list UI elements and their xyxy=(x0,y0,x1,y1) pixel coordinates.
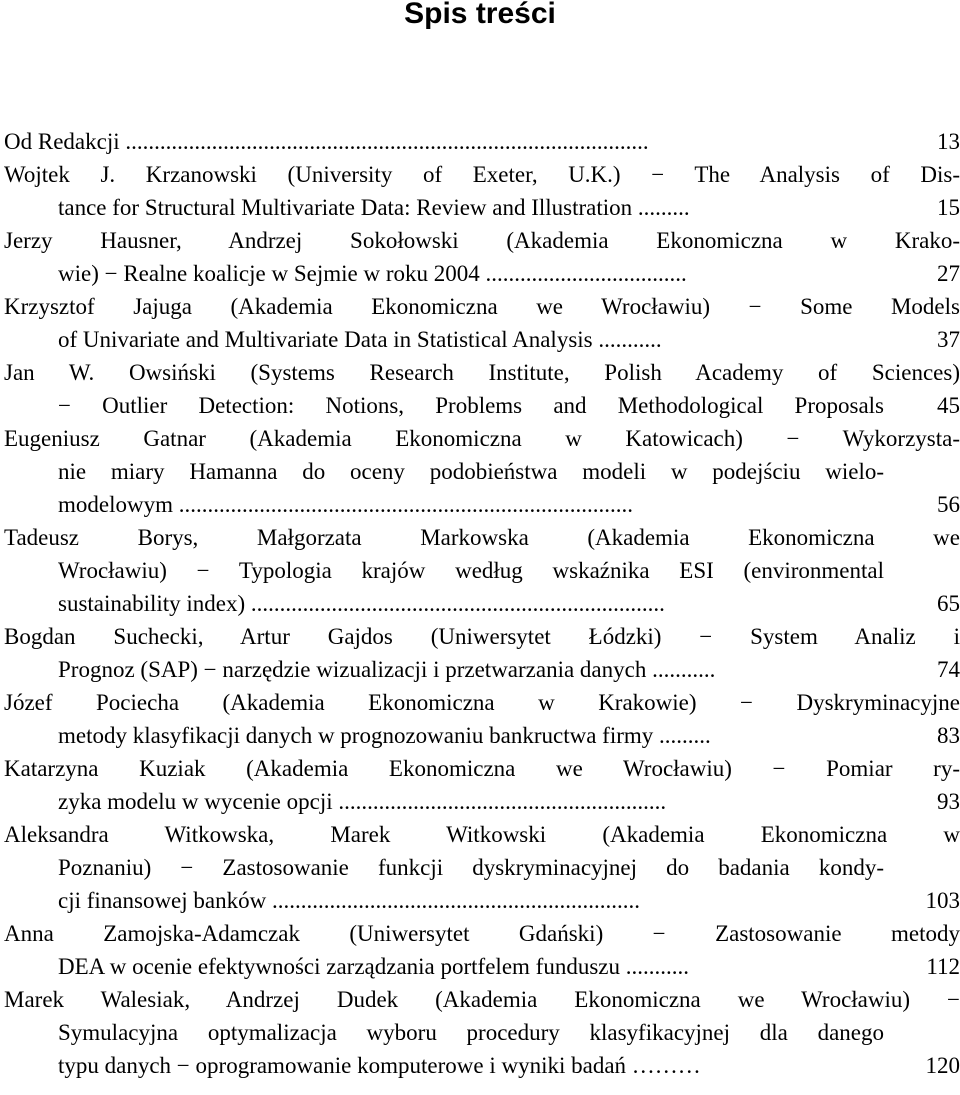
table-of-contents xyxy=(4,125,960,1082)
toc-line-text: cji finansowej banków ................................................................ xyxy=(58,888,640,913)
toc-line xyxy=(4,752,960,785)
toc-line-text: − Outlier Detection: Notions, Problems and Methodological Proposals xyxy=(58,393,884,418)
toc-line xyxy=(4,1049,960,1082)
toc-line-text: Marek Walesiak, Andrzej Dudek (Akademia Ekonomiczna we Wrocławiu) − xyxy=(4,987,960,1012)
toc-line-text: metody klasyfikacji danych w prognozowaniu bankructwa firmy ......... xyxy=(58,723,711,748)
toc-line xyxy=(4,587,960,620)
toc-entry[interactable] xyxy=(4,158,960,224)
page-title: Spis treści xyxy=(404,0,556,30)
toc-entry[interactable] xyxy=(4,125,960,158)
toc-page-number: 56 xyxy=(937,492,960,517)
toc-line-text: Tadeusz Borys, Małgorzata Markowska (Akademia Ekonomiczna we xyxy=(4,525,960,550)
toc-entry[interactable] xyxy=(4,983,960,1082)
toc-line-text: Jan W. Owsiński (Systems Research Institute, Polish Academy of Sciences) xyxy=(4,360,960,385)
toc-line xyxy=(4,653,960,686)
toc-line xyxy=(4,488,960,521)
toc-entry[interactable] xyxy=(4,224,960,290)
toc-line xyxy=(4,983,960,1016)
toc-line xyxy=(4,917,960,950)
toc-line-text: Od Redakcji ........................................................................................... xyxy=(4,129,649,154)
toc-line-text: Bogdan Suchecki, Artur Gajdos (Uniwersytet Łódzki) − System Analiz i xyxy=(4,624,960,649)
toc-line-text: Aleksandra Witkowska, Marek Witkowski (Akademia Ekonomiczna w xyxy=(4,822,960,847)
toc-line-text: typu danych − oprogramowanie komputerowe i wyniki badań ……… xyxy=(58,1053,701,1078)
toc-line-text: Wrocławiu) − Typologia krajów według wskaźnika ESI (environmental xyxy=(58,558,884,583)
toc-line xyxy=(4,224,960,257)
toc-page-number: 112 xyxy=(926,954,960,979)
toc-line xyxy=(4,158,960,191)
toc-entry[interactable] xyxy=(4,686,960,752)
toc-entry[interactable] xyxy=(4,356,960,422)
toc-line-text: nie miary Hamanna do oceny podobieństwa modeli w podejściu wielo- xyxy=(58,459,884,484)
toc-page-number: 65 xyxy=(937,591,960,616)
toc-line xyxy=(4,257,960,290)
toc-entry[interactable] xyxy=(4,521,960,620)
toc-line xyxy=(4,686,960,719)
toc-line-text: Symulacyjna optymalizacja wyboru procedury klasyfikacyjnej dla danego xyxy=(58,1020,884,1045)
toc-line-text: Eugeniusz Gatnar (Akademia Ekonomiczna w Katowicach) − Wykorzysta- xyxy=(4,426,960,451)
toc-page-number: 120 xyxy=(925,1053,960,1078)
toc-line xyxy=(4,851,960,884)
toc-page-number: 74 xyxy=(937,657,960,682)
toc-line-text: Poznaniu) − Zastosowanie funkcji dyskryminacyjnej do badania kondy- xyxy=(58,855,884,880)
toc-page-number: 37 xyxy=(937,327,960,352)
toc-line-text: sustainability index) ........................................................................ xyxy=(58,591,665,616)
toc-line xyxy=(4,521,960,554)
toc-line-text: Anna Zamojska-Adamczak (Uniwersytet Gdański) − Zastosowanie metody xyxy=(4,921,960,946)
toc-line xyxy=(4,620,960,653)
toc-line xyxy=(4,554,960,587)
toc-line-text: Prognoz (SAP) − narzędzie wizualizacji i przetwarzania danych ........... xyxy=(58,657,716,682)
toc-line-text: wie) − Realne koalicje w Sejmie w roku 2004 ................................... xyxy=(58,261,687,286)
toc-line xyxy=(4,125,960,158)
toc-page-number: 45 xyxy=(937,393,960,418)
toc-page-number: 93 xyxy=(937,789,960,814)
toc-line-text: Wojtek J. Krzanowski (University of Exeter, U.K.) − The Analysis of Dis- xyxy=(4,162,960,187)
toc-line-text: DEA w ocenie efektywności zarządzania portfelem funduszu ........... xyxy=(58,954,689,979)
toc-line xyxy=(4,389,960,422)
toc-line-text: modelowym ............................................................................... xyxy=(58,492,633,517)
toc-line xyxy=(4,323,960,356)
toc-line xyxy=(4,455,960,488)
toc-line xyxy=(4,884,960,917)
toc-line xyxy=(4,950,960,983)
toc-line xyxy=(4,422,960,455)
toc-entry[interactable] xyxy=(4,917,960,983)
toc-line-text: Józef Pociecha (Akademia Ekonomiczna w Krakowie) − Dyskryminacyjne xyxy=(4,690,960,715)
toc-line-text: Jerzy Hausner, Andrzej Sokołowski (Akademia Ekonomiczna w Krako- xyxy=(4,228,960,253)
toc-line-text: tance for Structural Multivariate Data: Review and Illustration ......... xyxy=(58,195,690,220)
toc-line-text: zyka modelu w wycenie opcji ......................................................... xyxy=(58,789,667,814)
toc-entry[interactable] xyxy=(4,818,960,917)
toc-line xyxy=(4,818,960,851)
toc-line-text: of Univariate and Multivariate Data in Statistical Analysis ........... xyxy=(58,327,662,352)
toc-page-number: 27 xyxy=(937,261,960,286)
toc-line xyxy=(4,356,960,389)
toc-entry[interactable] xyxy=(4,290,960,356)
toc-page-number: 15 xyxy=(937,195,960,220)
toc-line xyxy=(4,785,960,818)
toc-page-number: 13 xyxy=(937,129,960,154)
toc-line xyxy=(4,719,960,752)
toc-line xyxy=(4,191,960,224)
toc-page-number: 83 xyxy=(937,723,960,748)
toc-page-number: 103 xyxy=(925,888,960,913)
toc-entry[interactable] xyxy=(4,620,960,686)
toc-line xyxy=(4,290,960,323)
toc-line-text: Krzysztof Jajuga (Akademia Ekonomiczna we Wrocławiu) − Some Models xyxy=(4,294,960,319)
toc-entry[interactable] xyxy=(4,422,960,521)
toc-line xyxy=(4,1016,960,1049)
toc-entry[interactable] xyxy=(4,752,960,818)
toc-line-text: Katarzyna Kuziak (Akademia Ekonomiczna we Wrocławiu) − Pomiar ry- xyxy=(4,756,960,781)
